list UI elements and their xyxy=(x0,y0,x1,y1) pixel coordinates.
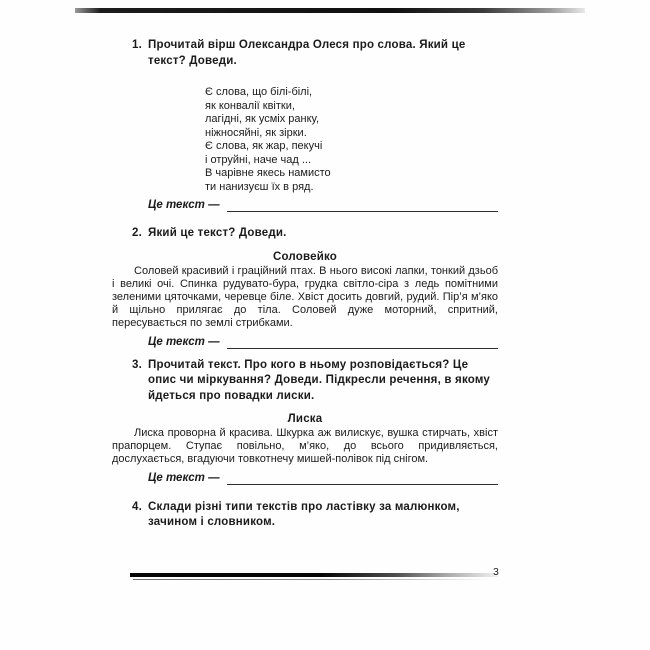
prompt-line: текст? Доведи. xyxy=(148,54,237,67)
answer-blank-line xyxy=(227,336,498,349)
exercise-number: 2. xyxy=(132,227,142,239)
answer-label: Це текст — xyxy=(148,199,220,211)
page-content xyxy=(112,38,498,531)
answer-row xyxy=(112,470,498,485)
prompt-line: Прочитай текст. Про кого в ньому розповідається? Це xyxy=(148,358,469,371)
page-number: 3 xyxy=(493,566,499,578)
poem-line: ніжносяйні, як зірки. xyxy=(205,126,307,139)
exercise-1 xyxy=(112,38,498,212)
bottom-divider-thin xyxy=(133,579,493,580)
answer-row xyxy=(112,197,498,212)
poem-line: В чарівне якесь намисто xyxy=(205,167,331,179)
answer-label: Це текст — xyxy=(148,335,220,348)
answer-blank-line xyxy=(227,199,498,212)
exercise-2-prompt xyxy=(112,226,498,242)
exercise-number: 1. xyxy=(132,39,142,51)
bottom-divider xyxy=(130,573,498,577)
top-divider xyxy=(75,8,585,13)
poem-line: як конвалії квітки, xyxy=(205,99,295,112)
exercise-1-prompt xyxy=(112,38,498,69)
exercise-4 xyxy=(112,500,498,531)
exercise-number: 3. xyxy=(132,358,142,371)
prompt-line: Склади різні типи текстів про ластівку за малюнком, xyxy=(148,500,460,513)
poem-line: лагідні, як усміх ранку, xyxy=(205,113,320,125)
prompt-line: опис чи міркування? Доведи. Підкресли речення, в якому xyxy=(148,374,490,387)
passage-text: Лиска проворна й красива. Шкурка аж вилискує, вушка стирчать, хвіст прапорцем. Ступає повільно, м’яко, до всього придивляється, дослухається, вгадуючи товкотнечу мишей-полівок під снігом. xyxy=(112,427,498,466)
prompt-line: Прочитай вірш Олександра Олеся про слова. Який це xyxy=(148,39,466,51)
poem-line: Є слова, що білі-білі, xyxy=(205,86,313,98)
exercise-2 xyxy=(112,226,498,349)
prompt-line: Який це текст? Доведи. xyxy=(148,227,287,239)
answer-label: Це текст — xyxy=(148,471,220,484)
poem-line: Є слова, як жар, пекучі xyxy=(205,140,323,152)
exercise-4-prompt xyxy=(112,500,498,531)
passage-text: Соловей красивий і граційний птах. В нього високі лапки, тонкий дзьоб і великі очі. Спинка рудувато-бура, грудка світло-сіра з ледь помітними зеленими цяточками, черевце біле. Хвіст досить довгий, рудий. Пір’я м’яко й щільно прилягає до тіла. Соловей дуже моторний, спритний, пересувається по землі стрибками. xyxy=(112,264,498,330)
answer-blank-line xyxy=(227,472,498,485)
passage-title: Лиска xyxy=(287,413,323,426)
exercise-3-prompt xyxy=(112,358,498,405)
answer-row xyxy=(112,334,498,349)
exercise-3 xyxy=(112,358,498,485)
prompt-line: йдеться про повадки лиски. xyxy=(148,389,315,402)
prompt-line: зачином і словником. xyxy=(148,516,276,529)
passage-title: Соловейко xyxy=(272,250,338,263)
poem-line: ти нанизуєш їх в ряд. xyxy=(205,180,314,193)
exercise-number: 4. xyxy=(132,500,142,513)
poem xyxy=(205,86,498,194)
poem-line: і отруйні, наче чад ... xyxy=(205,153,312,166)
